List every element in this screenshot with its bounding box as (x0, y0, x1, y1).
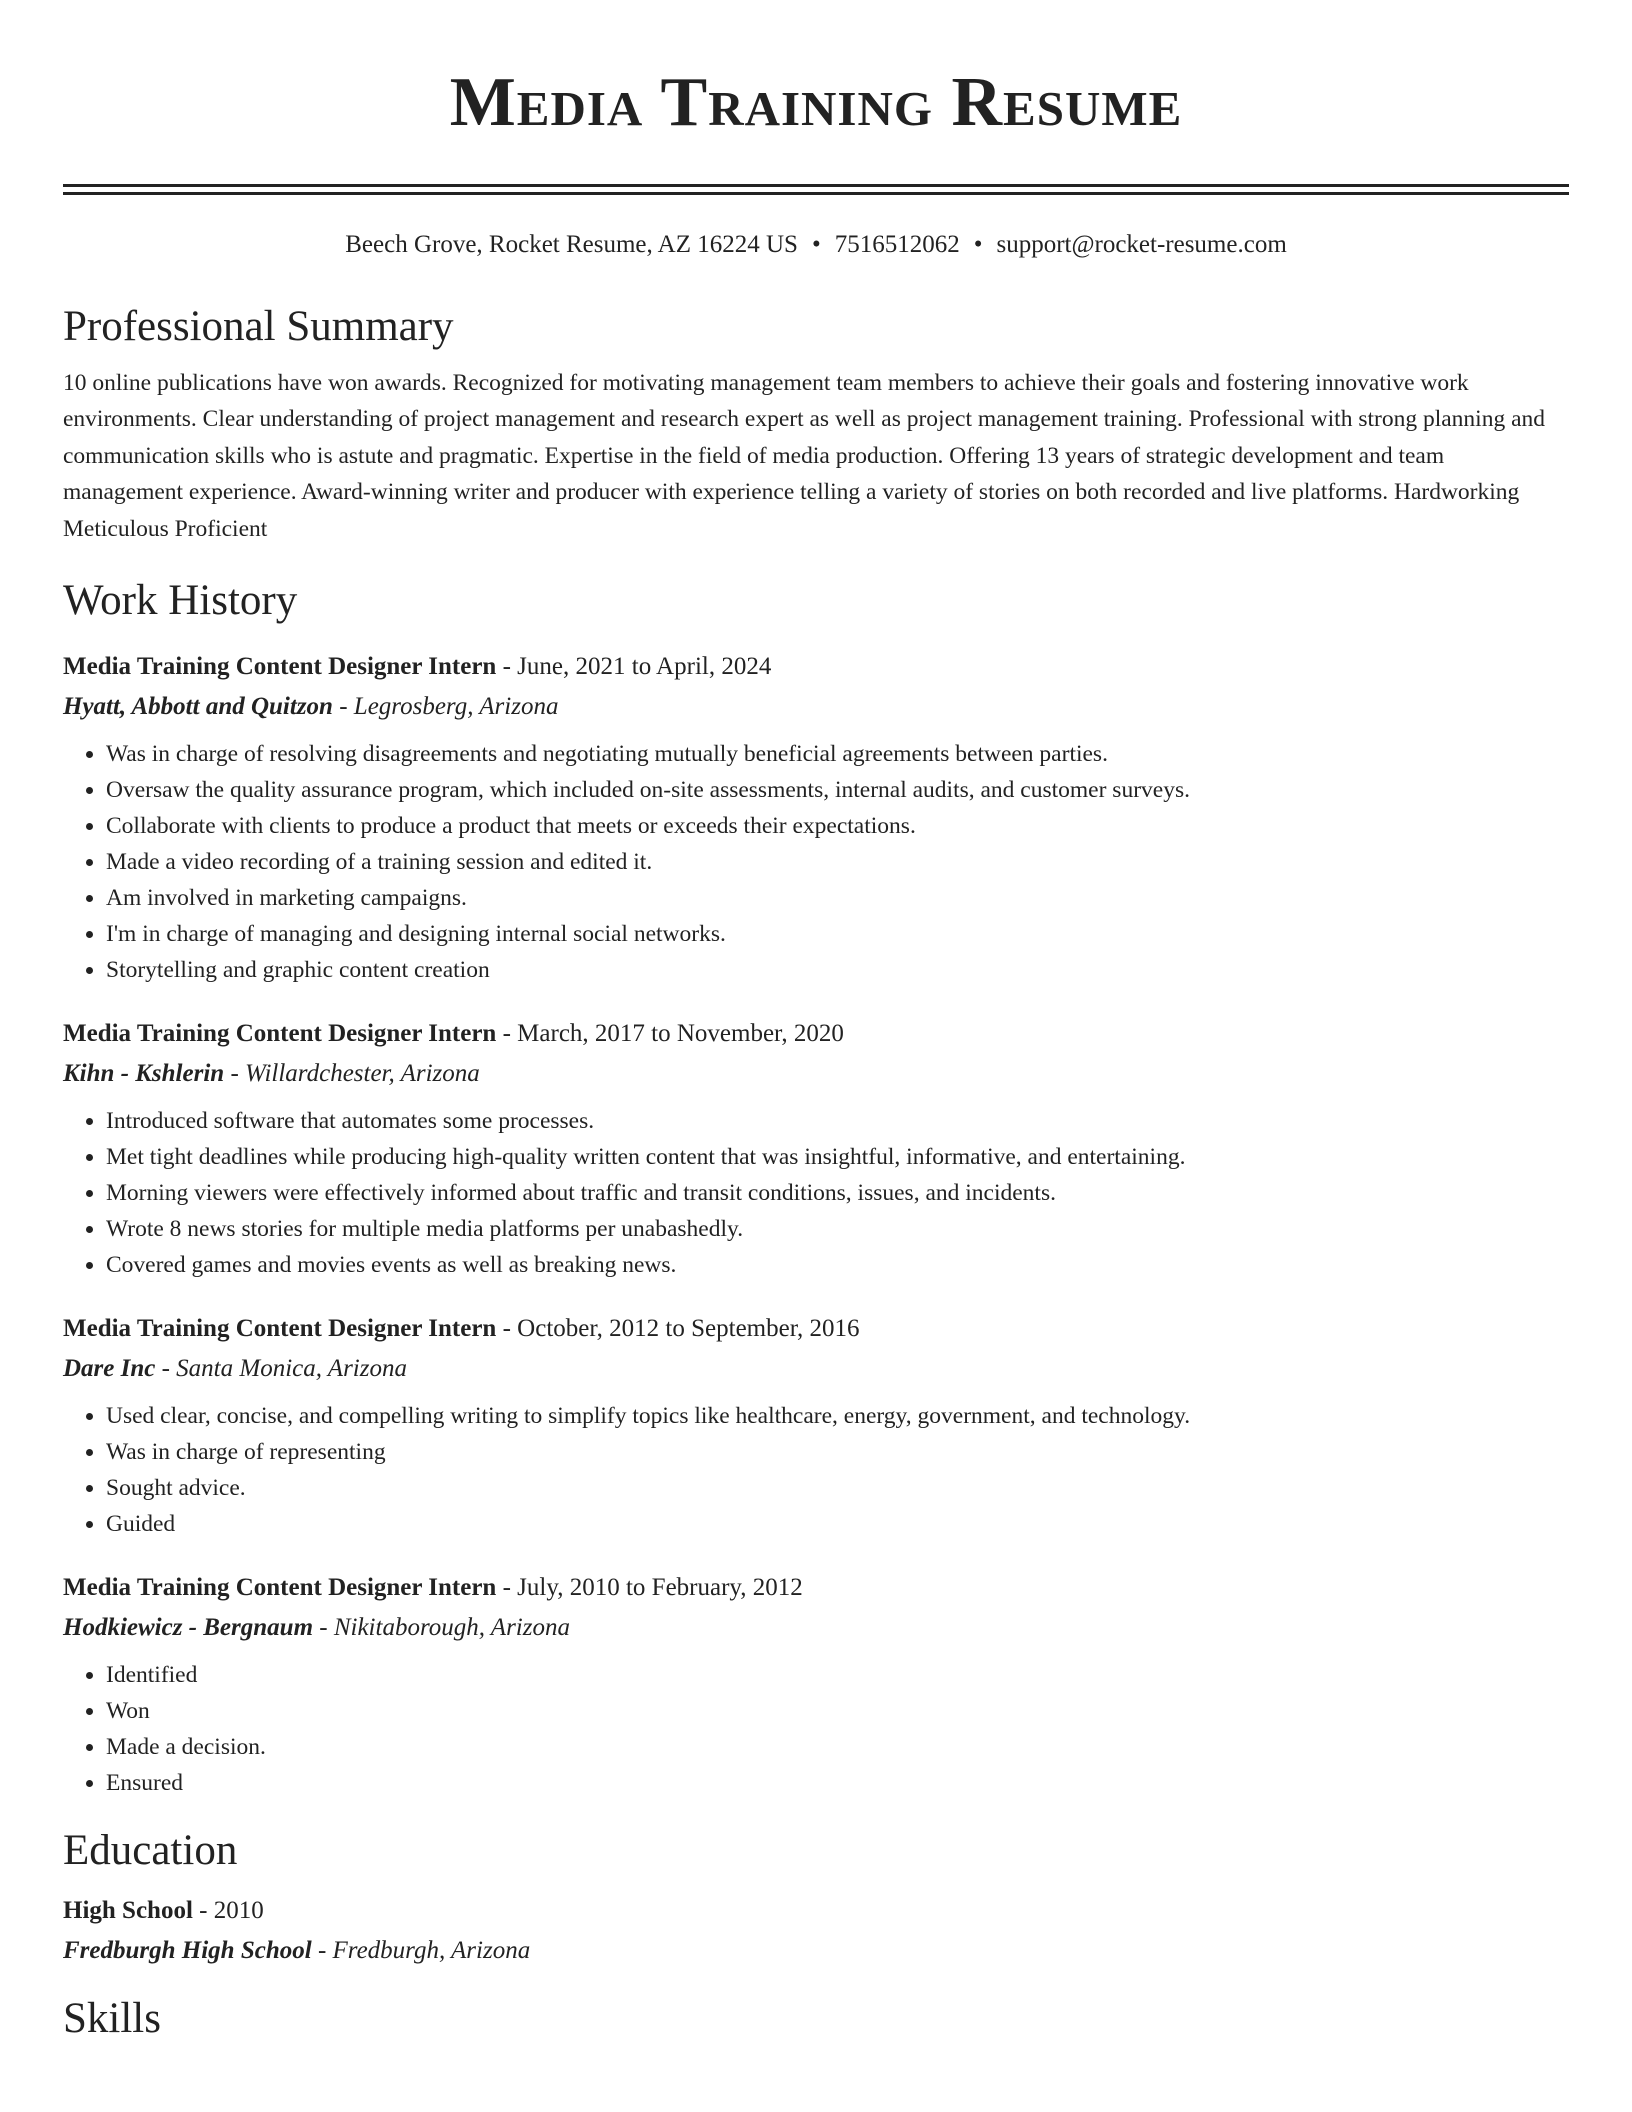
job-employer (63, 1608, 1569, 1648)
list-item: • Won (106, 1693, 1569, 1729)
education-degree: High School (63, 1897, 193, 1925)
job-employer (63, 687, 1569, 727)
section-heading-summary: Professional Summary (63, 303, 454, 350)
job-location: - Willardchester, Arizona (224, 1060, 480, 1088)
education-location: - Fredburgh, Arizona (311, 1937, 531, 1965)
education-header (63, 1891, 1569, 1931)
job-header (63, 647, 1569, 687)
contact-line (63, 229, 1569, 261)
job-location: - Santa Monica, Arizona (155, 1355, 407, 1383)
job-location: - Legrosberg, Arizona (332, 693, 559, 721)
job-bullets (63, 1398, 1569, 1542)
contact-phone: 7516512062 (834, 231, 960, 258)
job-bullets (63, 1103, 1569, 1283)
job-dates: - June, 2021 to April, 2024 (496, 653, 772, 681)
job-entry (63, 1568, 1569, 1801)
job-dates: - July, 2010 to February, 2012 (496, 1574, 803, 1602)
job-title: Media Training Content Designer Intern (63, 1574, 497, 1602)
contact-separator: • (811, 231, 821, 258)
list-item: • Morning viewers were effectively informed about traffic and transit conditions, issues, and incidents. (106, 1175, 1569, 1211)
job-header (63, 1568, 1569, 1608)
list-item: • Storytelling and graphic content creation (106, 952, 1569, 988)
list-item: • Identified (106, 1657, 1569, 1693)
job-entry (63, 1309, 1569, 1542)
job-dates: - October, 2012 to September, 2016 (496, 1315, 860, 1343)
job-header (63, 1309, 1569, 1349)
list-item: • Am involved in marketing campaigns. (106, 880, 1569, 916)
job-header (63, 1014, 1569, 1054)
job-dates: - March, 2017 to November, 2020 (496, 1020, 844, 1048)
job-title: Media Training Content Designer Intern (63, 653, 497, 681)
resume-title: Media Training Resume (449, 64, 1183, 141)
list-item: • Guided (106, 1506, 1569, 1542)
job-company: Kihn - Kshlerin (63, 1060, 225, 1088)
list-item: • Used clear, concise, and compelling writing to simplify topics like healthcare, energy, government, and technology. (106, 1398, 1569, 1434)
list-item: • Was in charge of representing (106, 1434, 1569, 1470)
job-entry (63, 647, 1569, 988)
job-company: Hodkiewicz - Bergnaum (63, 1614, 314, 1642)
job-company: Hyatt, Abbott and Quitzon (63, 693, 333, 721)
list-item: • Sought advice. (106, 1470, 1569, 1506)
list-item: • Oversaw the quality assurance program, which included on-site assessments, internal audits, and customer surveys. (106, 772, 1569, 808)
list-item: • Made a video recording of a training session and edited it. (106, 844, 1569, 880)
job-location: - Nikitaborough, Arizona (313, 1614, 570, 1642)
list-item: • Collaborate with clients to produce a product that meets or exceeds their expectations. (106, 808, 1569, 844)
list-item: • Met tight deadlines while producing high-quality written content that was insightful, informative, and entertaining. (106, 1139, 1569, 1175)
list-item: • I'm in charge of managing and designing internal social networks. (106, 916, 1569, 952)
education-school-line (63, 1931, 1569, 1971)
job-employer (63, 1349, 1569, 1389)
education-school: Fredburgh High School (63, 1937, 312, 1965)
job-entry (63, 1014, 1569, 1283)
contact-email: support@rocket-resume.com (996, 231, 1287, 258)
job-bullets (63, 1657, 1569, 1801)
section-heading-education: Education (63, 1827, 238, 1875)
list-item: • Made a decision. (106, 1729, 1569, 1765)
job-bullets (63, 736, 1569, 988)
contact-separator: • (973, 231, 983, 258)
list-item: • Wrote 8 news stories for multiple media platforms per unabashedly. (106, 1211, 1569, 1247)
education-entry (63, 1891, 1569, 1971)
section-heading-skills: Skills (63, 1995, 161, 2043)
contact-address: Beech Grove, Rocket Resume, AZ 16224 US (345, 231, 798, 258)
title-divider-top (63, 184, 1569, 187)
job-title: Media Training Content Designer Intern (63, 1315, 497, 1343)
section-heading-work-history: Work History (63, 577, 298, 625)
job-company: Dare Inc (63, 1355, 156, 1383)
summary-text: 10 online publications have won awards. Recognized for motivating management team members to achieve their goals and fostering innovative work environments. Clear understanding of project management and research expert as well as project management training. Professional with strong planning and communication skills who is astute and pragmatic. Expertise in the field of media production. Offering 13 years of strategic development and team management experience. Award-winning writer and producer with experience telling a variety of stories on both recorded and live platforms. Hardworking Meticulous Proficient (63, 370, 1546, 542)
education-year: - 2010 (192, 1897, 264, 1925)
job-title: Media Training Content Designer Intern (63, 1020, 497, 1048)
list-item: • Covered games and movies events as well as breaking news. (106, 1247, 1569, 1283)
list-item: • Was in charge of resolving disagreements and negotiating mutually beneficial agreements between parties. (106, 736, 1569, 772)
title-divider-bottom (63, 192, 1569, 195)
list-item: • Ensured (106, 1765, 1569, 1801)
list-item: • Introduced software that automates some processes. (106, 1103, 1569, 1139)
job-employer (63, 1054, 1569, 1094)
